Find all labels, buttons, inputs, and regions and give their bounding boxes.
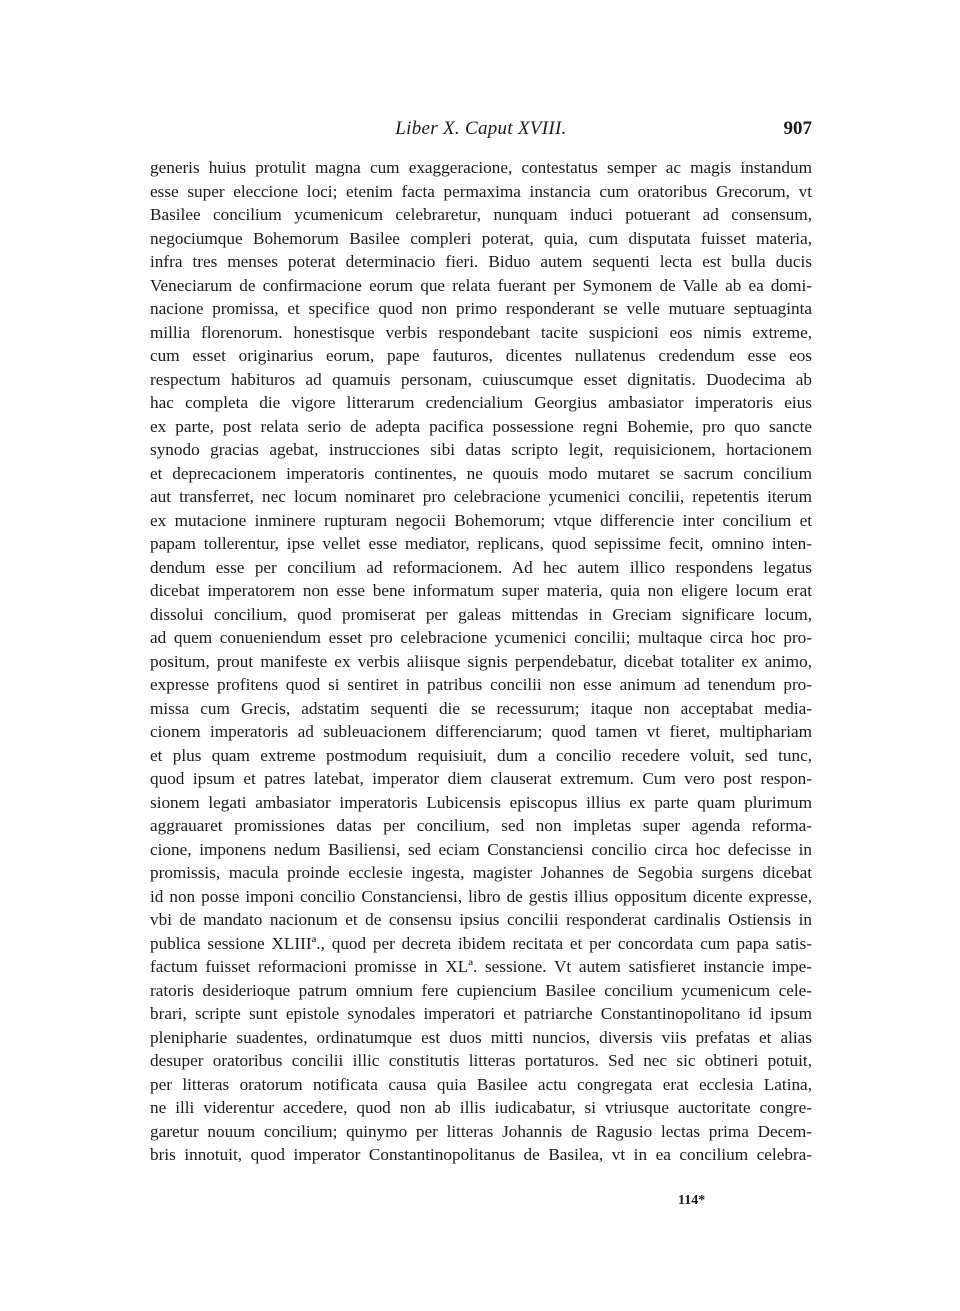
text-line: per litteras oratorum notificata causa quia Basilee actu congregata erat ecclesia Latina, [150,1074,812,1094]
text-line: cum esset originarius eorum, pape fauturos, dicentes nullatenus credendum esse eos [150,346,812,365]
text-line: aut transferret, nec locum nominaret pro celebracione ycumenici concilii, repetentis iterum [150,487,812,506]
text-line: infra tres menses poterat determinacio fieri. Biduo autem sequenti lecta est bulla ducis [150,252,812,271]
text-line: vbi de mandato nacionum et de consensu ipsius concilii responderat cardinalis Ostiensis in [150,910,812,929]
text-line: pleniphariе suadentes, ordinatumque est duos mitti nuncios, diversis viis prefatas et alias [150,1027,812,1047]
text-line: dissolui concilium, quod promiserat per galeas mittendas in Greciam significare locum, [150,604,812,624]
text-line: ratoris desiderioque patrum omnium fere cupiencium Basilee concilium ycumenicum cele- [150,980,812,1000]
text-line: dicebat imperatorem non esse bene informatum super materia, quia non eligere locum erat [150,581,812,600]
body-text [150,156,812,1167]
text-line: positum, prout manifeste ex verbis aliisque signis perpendebatur, dicebat totaliter ex animo, [150,651,812,671]
text-line: expresse profitens quod si sentiret in patribus concilii non esse animum ad tenendum pro- [150,675,812,694]
text-line: nacione promissa, et specifice quod non primo responderant se velle mutuare septuaginta [150,299,812,318]
text-line: et deprecacionem imperatoris continentes, ne quouis modo mutaret se sacrum concilium [150,463,812,483]
page-number: 907 [783,118,812,139]
text-line: cione, imponens nedum Basiliensi, sed eciam Constanciensi concilio circa hoc defecisse in [150,839,812,859]
text-line: synodo gracias agebat, instrucciones sibi datas scripto legit, requisicionem, hortacionem [150,440,812,459]
running-head: Liber X. Caput XVIII. [395,118,567,139]
text-line: factum fuisset reformacioni promisse in XLª. sessione. Vt autem satisfieret instancie impe- [150,957,812,976]
text-line: esse super eleccione loci; etenim facta permaxima instancia cum oratoribus Grecorum, vt [150,181,812,201]
text-line: cionem imperatoris ad subleuacionem differenciarum; quod tamen vt fieret, multiphariam [150,722,812,741]
text-line: publica sessione XLIIIª., quod per decreta ibidem recitata et per concordata cum papa satis- [150,933,812,953]
text-line: millia florenorum. honestisque verbis respondebant tacite suspicioni eos nimis extreme, [150,322,812,342]
text-line: quod ipsum et patres latebat, imperator diem clauserat extremum. Cum vero post respon- [150,769,812,788]
text-line: brari, scripte sunt epistole synodales imperatori et patriarche Constantinopolitano id ipsum [150,1004,812,1023]
text-line: negociumque Bohemorum Basilee compleri poterat, quia, cum disputata fuisset materia, [150,228,812,248]
text-line: respectum habituros ad quamuis personam, cuiuscumque esset dignitatis. Duodecima ab [150,369,812,389]
text-line: papam tollerentur, ipse vellet esse mediator, replicans, quod sepissime fecit, omnino inten- [150,534,812,553]
text-line: id non posse imponi concilio Constanciensi, libro de gestis illius oppositum dicente expresse, [150,886,812,906]
page-header [150,118,812,144]
text-line: missa cum Grecis, adstatim sequenti die se recessurum; itaque non acceptabat media- [150,698,812,718]
text-line: Veneciarum de confirmacione eorum que relata fuerant per Symonem de Valle ab ea domi- [150,275,812,295]
text-line: aggrauaret promissiones datas per concilium, sed non impletas super agenda reforma- [150,816,812,835]
signature-mark: 114* [678,1193,706,1208]
text-line: sionem legati ambasiator imperatoris Lubicensis episcopus illius ex parte quam plurimum [150,792,812,812]
text-line: ad quem conueniendum esset pro celebracione ycumenici concilii; multaque circa hoc pro- [150,628,812,647]
text-line: Basilee concilium ycumenicum celebraretur, nunquam induci potuerant ad consensum, [150,205,812,224]
text-line: et plus quam extreme postmodum requisiuit, dum a concilio recedere voluit, sed tunc, [150,745,812,765]
text-line: desuper oratoribus concilii illic constitutis litteras portaturos. Sed nec sic obtineri potuit, [150,1051,812,1070]
text-line: promissis, macula proinde ecclesie ingesta, magister Johannes de Segobia surgens dicebat [150,863,812,882]
text-line: ex mutacione inminere rupturam negocii Bohemorum; vtque differencie inter concilium et [150,510,812,530]
text-line: ne illi viderentur accedere, quod non ab illis iudicabatur, si vtriusque auctoritate congre- [150,1098,812,1117]
text-line: ex parte, post relata serio de adepta pacifica possessione regni Bohemie, pro quo sancte [150,416,812,436]
text-line: generis huius protulit magna cum exaggeracione, contestatus semper ac magis instandum [150,158,812,177]
text-line: hac completa die vigore litterarum credencialium Georgius ambasiator imperatoris eius [150,393,812,412]
text-line: bris innotuit, quod imperator Constantinopolitanus de Basilea, vt in ea concilium celebra- [150,1145,812,1164]
text-line: garetur nouum concilium; quinymo per litteras Johannis de Ragusio lectas prima Decem- [150,1121,812,1141]
text-line: dendum esse per concilium ad reformacionem. Ad hec autem illico respondens legatus [150,557,812,577]
